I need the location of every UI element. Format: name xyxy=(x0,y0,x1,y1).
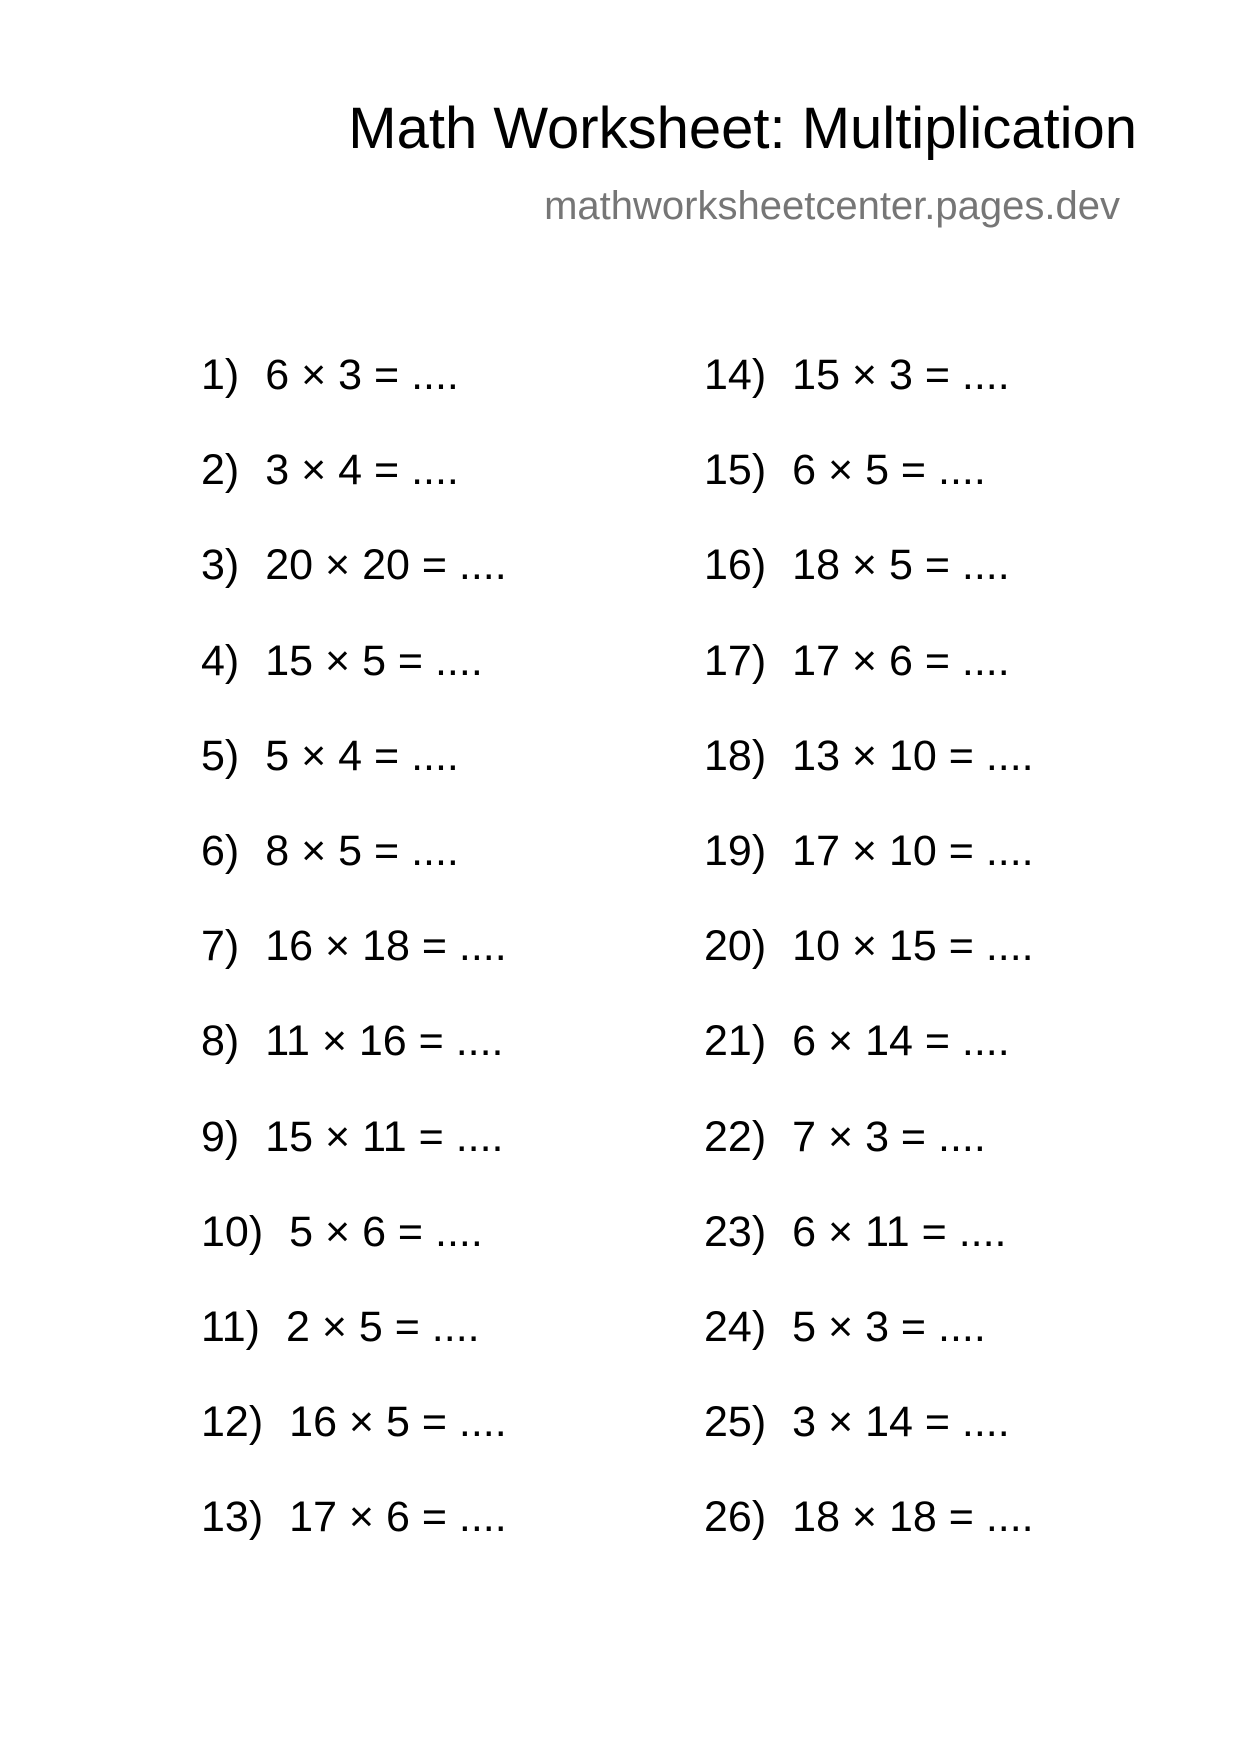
source-url: mathworksheetcenter.pages.dev xyxy=(544,184,1120,228)
problem-number: 24) xyxy=(704,1302,767,1351)
problem-item xyxy=(704,922,1034,1020)
problem-expression: 2 × 5 = .... xyxy=(285,1302,480,1351)
problem-expression: 10 × 15 = .... xyxy=(792,922,1034,971)
problem-expression: 5 × 4 = .... xyxy=(265,731,459,780)
problem-item xyxy=(201,541,507,639)
problem-number: 10) xyxy=(201,1207,264,1256)
problem-item xyxy=(201,1207,507,1306)
problem-number: 9) xyxy=(201,1112,240,1161)
problem-number: 12) xyxy=(201,1398,264,1447)
problem-expression: 6 × 3 = .... xyxy=(265,351,459,399)
problem-item xyxy=(704,636,1034,735)
problem-item xyxy=(704,1207,1034,1306)
problem-expression: 16 × 5 = .... xyxy=(289,1398,507,1447)
problem-item xyxy=(704,1493,1034,1591)
problem-expression: 11 × 16 = .... xyxy=(265,1017,504,1066)
problem-expression: 15 × 11 = .... xyxy=(265,1112,504,1161)
problem-item xyxy=(201,636,507,735)
problem-number: 6) xyxy=(201,826,240,875)
problem-expression: 15 × 5 = .... xyxy=(265,636,483,685)
problem-item xyxy=(201,731,507,830)
problem-item xyxy=(704,351,1034,449)
problem-number: 8) xyxy=(201,1017,240,1066)
problem-number: 1) xyxy=(201,351,240,399)
problem-item xyxy=(201,1302,507,1401)
problem-number: 22) xyxy=(704,1112,767,1161)
problem-number: 16) xyxy=(704,541,767,590)
problem-expression: 5 × 6 = .... xyxy=(289,1207,483,1256)
problem-expression: 17 × 6 = .... xyxy=(792,636,1010,685)
problem-item xyxy=(704,1112,1034,1211)
problem-expression: 3 × 14 = .... xyxy=(792,1398,1010,1447)
problem-expression: 7 × 3 = .... xyxy=(792,1112,986,1161)
problem-number: 14) xyxy=(704,351,767,399)
problem-item xyxy=(704,1398,1034,1496)
problem-item xyxy=(704,446,1034,544)
problem-expression: 5 × 3 = .... xyxy=(792,1302,986,1351)
problem-number: 23) xyxy=(704,1207,767,1256)
problem-number: 2) xyxy=(201,446,240,495)
problem-expression: 20 × 20 = .... xyxy=(265,541,507,590)
problem-number: 19) xyxy=(704,826,767,875)
problem-expression: 6 × 5 = .... xyxy=(792,446,986,495)
problem-column-right xyxy=(704,351,1034,1591)
problem-item xyxy=(704,1302,1034,1401)
problem-item xyxy=(201,351,507,449)
problem-column-left xyxy=(201,351,507,1591)
problem-number: 5) xyxy=(201,731,240,780)
problem-item xyxy=(704,826,1034,925)
problem-number: 3) xyxy=(201,541,240,590)
page-title: Math Worksheet: Multiplication xyxy=(348,96,1137,161)
problem-number: 18) xyxy=(704,731,767,780)
problem-item xyxy=(704,541,1034,639)
problem-expression: 3 × 4 = .... xyxy=(265,446,459,495)
problem-number: 4) xyxy=(201,636,240,685)
problem-item xyxy=(201,826,507,925)
problem-number: 25) xyxy=(704,1398,767,1447)
problem-number: 15) xyxy=(704,446,767,495)
problem-expression: 15 × 3 = .... xyxy=(792,351,1010,399)
problem-expression: 18 × 5 = .... xyxy=(792,541,1010,590)
problem-expression: 16 × 18 = .... xyxy=(265,922,507,971)
problem-number: 21) xyxy=(704,1017,767,1066)
problem-expression: 8 × 5 = .... xyxy=(265,826,459,875)
problem-expression: 17 × 6 = .... xyxy=(289,1493,507,1542)
problem-item xyxy=(201,1493,507,1591)
problem-number: 7) xyxy=(201,922,240,971)
problem-expression: 6 × 11 = .... xyxy=(792,1207,1007,1256)
problem-item xyxy=(704,1017,1034,1115)
problem-number: 17) xyxy=(704,636,767,685)
problem-expression: 17 × 10 = .... xyxy=(792,826,1034,875)
problem-number: 20) xyxy=(704,922,767,971)
problem-expression: 13 × 10 = .... xyxy=(792,731,1034,780)
problem-expression: 18 × 18 = .... xyxy=(792,1493,1034,1542)
problem-item xyxy=(201,1112,507,1211)
problem-expression: 6 × 14 = .... xyxy=(792,1017,1010,1066)
problem-item xyxy=(201,922,507,1020)
problem-item xyxy=(201,1017,507,1115)
problem-number: 11) xyxy=(201,1302,260,1351)
problem-item xyxy=(704,731,1034,830)
problem-number: 26) xyxy=(704,1493,767,1542)
problem-number: 13) xyxy=(201,1493,264,1542)
problem-item xyxy=(201,1398,507,1496)
problem-item xyxy=(201,446,507,544)
